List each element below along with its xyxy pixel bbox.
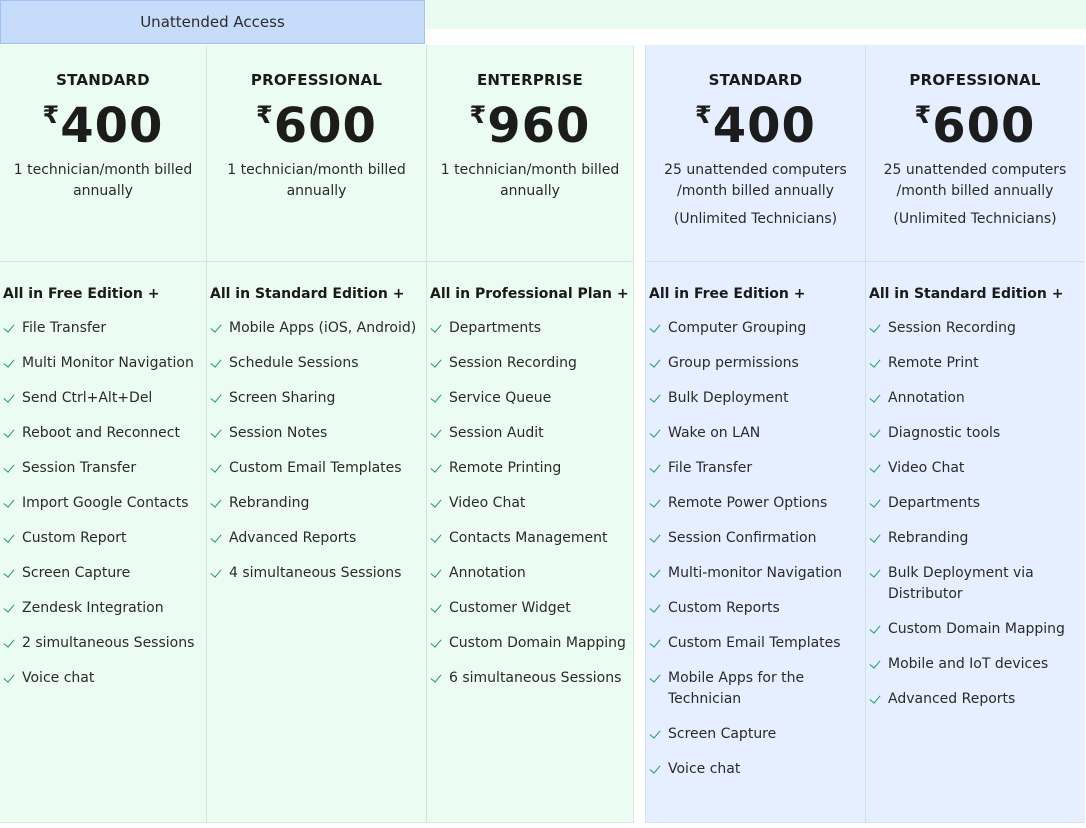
feature-item — [210, 388, 426, 409]
currency-symbol: ₹ — [256, 101, 273, 129]
features-heading: All in Standard Edition + — [210, 286, 405, 302]
feature-label: 4 simultaneous Sessions — [229, 565, 402, 581]
feature-item — [210, 423, 426, 444]
feature-label: Screen Capture — [668, 726, 777, 742]
billing-info: 1 technician/month billed annually — [13, 162, 193, 199]
price-amount: 600 — [273, 98, 377, 154]
feature-label: Advanced Reports — [229, 530, 357, 546]
feature-item — [3, 668, 206, 689]
feature-item — [869, 353, 1084, 374]
checkmark-icon — [430, 601, 441, 613]
plan-column-professional — [865, 45, 1084, 822]
plan-price — [646, 97, 865, 155]
checkmark-icon — [869, 426, 880, 438]
feature-label: Rebranding — [229, 495, 310, 511]
plan-column-professional — [206, 45, 426, 822]
checkmark-icon — [3, 531, 14, 543]
checkmark-icon — [210, 531, 221, 543]
plan-header — [207, 45, 426, 262]
currency-symbol: ₹ — [914, 101, 932, 129]
plan-note: (Unlimited Technicians) — [673, 211, 838, 227]
feature-item — [3, 598, 206, 619]
price-amount: 400 — [712, 98, 816, 154]
feature-label: Contacts Management — [449, 530, 608, 546]
feature-label: Zendesk Integration — [22, 600, 164, 616]
checkmark-icon — [3, 426, 14, 438]
feature-label: 6 simultaneous Sessions — [449, 670, 622, 686]
plan-name: ENTERPRISE — [476, 71, 583, 89]
checkmark-icon — [869, 356, 880, 368]
checkmark-icon — [649, 671, 660, 683]
feature-label: Multi Monitor Navigation — [22, 355, 194, 371]
feature-item — [649, 423, 865, 444]
checkmark-icon — [430, 321, 441, 333]
feature-item — [430, 423, 633, 444]
checkmark-icon — [649, 531, 660, 543]
remote-support-plans — [0, 45, 634, 823]
feature-item — [3, 423, 206, 444]
checkmark-icon — [649, 601, 660, 613]
plan-note: (Unlimited Technicians) — [893, 211, 1057, 227]
checkmark-icon — [3, 391, 14, 403]
checkmark-icon — [869, 657, 880, 669]
checkmark-icon — [869, 566, 880, 578]
feature-item — [649, 458, 865, 479]
feature-item — [869, 619, 1084, 640]
feature-item — [869, 654, 1084, 675]
checkmark-icon — [210, 566, 221, 578]
plan-price — [207, 97, 426, 155]
feature-label: Session Notes — [229, 425, 328, 441]
plan-header — [427, 45, 633, 262]
plan-column-enterprise — [426, 45, 633, 822]
checkmark-icon — [3, 461, 14, 473]
feature-list — [0, 262, 206, 689]
features-heading: All in Free Edition + — [649, 286, 806, 302]
features-heading: All in Standard Edition + — [869, 286, 1064, 302]
feature-item — [3, 633, 206, 654]
feature-label: Departments — [888, 495, 981, 511]
feature-label: Annotation — [888, 390, 965, 406]
feature-item — [3, 388, 206, 409]
checkmark-icon — [430, 461, 441, 473]
feature-list — [866, 262, 1084, 710]
feature-label: Bulk Deployment — [668, 390, 789, 406]
currency-symbol: ₹ — [42, 101, 60, 129]
feature-label: Departments — [449, 320, 542, 336]
feature-item — [3, 458, 206, 479]
feature-label: Customer Widget — [449, 600, 571, 616]
billing-info: 25 unattended computers /month billed annually — [664, 162, 847, 199]
checkmark-icon — [869, 622, 880, 634]
checkmark-icon — [210, 426, 221, 438]
header-strip — [426, 0, 1086, 29]
feature-label: Schedule Sessions — [229, 355, 359, 371]
feature-label: Rebranding — [888, 530, 969, 546]
feature-label: Custom Report — [22, 530, 127, 546]
feature-label: Session Recording — [449, 355, 577, 371]
checkmark-icon — [869, 391, 880, 403]
checkmark-icon — [430, 426, 441, 438]
unattended-access-plans — [645, 45, 1085, 823]
feature-label: Import Google Contacts — [22, 495, 189, 511]
tab-label: Unattended Access — [140, 13, 285, 31]
feature-item — [649, 598, 865, 619]
checkmark-icon — [3, 321, 14, 333]
plan-name: PROFESSIONAL — [250, 71, 383, 89]
checkmark-icon — [869, 321, 880, 333]
feature-label: Custom Email Templates — [668, 635, 841, 651]
feature-label: Voice chat — [22, 670, 95, 686]
feature-label: Screen Capture — [22, 565, 131, 581]
checkmark-icon — [869, 461, 880, 473]
checkmark-icon — [3, 636, 14, 648]
feature-label: Video Chat — [449, 495, 526, 511]
checkmark-icon — [649, 566, 660, 578]
feature-label: Session Audit — [449, 425, 544, 441]
feature-label: Computer Grouping — [668, 320, 807, 336]
feature-label: Advanced Reports — [888, 691, 1016, 707]
feature-label: Diagnostic tools — [888, 425, 1001, 441]
feature-item — [430, 493, 633, 514]
checkmark-icon — [3, 671, 14, 683]
feature-item — [3, 563, 206, 584]
feature-label: Remote Printing — [449, 460, 562, 476]
feature-label: Custom Domain Mapping — [888, 621, 1065, 637]
checkmark-icon — [649, 496, 660, 508]
feature-item — [649, 493, 865, 514]
feature-item — [649, 388, 865, 409]
feature-item — [649, 318, 865, 339]
feature-item — [430, 353, 633, 374]
checkmark-icon — [430, 531, 441, 543]
checkmark-icon — [210, 461, 221, 473]
feature-label: Screen Sharing — [229, 390, 336, 406]
checkmark-icon — [649, 426, 660, 438]
checkmark-icon — [430, 636, 441, 648]
feature-item — [210, 458, 426, 479]
checkmark-icon — [210, 321, 221, 333]
feature-label: Session Recording — [888, 320, 1016, 336]
checkmark-icon — [649, 391, 660, 403]
checkmark-icon — [210, 496, 221, 508]
feature-label: Custom Email Templates — [229, 460, 402, 476]
feature-label: Reboot and Reconnect — [22, 425, 180, 441]
feature-item — [430, 528, 633, 549]
feature-label: Mobile Apps (iOS, Android) — [229, 320, 417, 336]
billing-info: 1 technician/month billed annually — [227, 162, 406, 199]
feature-label: Wake on LAN — [668, 425, 761, 441]
feature-item — [649, 563, 865, 584]
feature-item — [649, 724, 865, 745]
plan-column-standard — [0, 45, 206, 822]
feature-item — [3, 318, 206, 339]
feature-item — [649, 668, 865, 710]
checkmark-icon — [649, 636, 660, 648]
feature-list — [646, 262, 865, 780]
currency-symbol: ₹ — [695, 101, 712, 129]
feature-label: 2 simultaneous Sessions — [22, 635, 195, 651]
plan-column-standard — [646, 45, 865, 822]
feature-label: File Transfer — [22, 320, 107, 336]
plan-name: STANDARD — [708, 71, 803, 89]
plan-header — [646, 45, 865, 262]
feature-item — [430, 668, 633, 689]
plan-price — [866, 97, 1084, 155]
currency-symbol: ₹ — [469, 101, 487, 129]
checkmark-icon — [649, 461, 660, 473]
feature-label: Multi-monitor Navigation — [668, 565, 843, 581]
feature-label: Mobile and IoT devices — [888, 656, 1049, 672]
billing-info: 1 technician/month billed annually — [440, 162, 620, 199]
feature-label: Voice chat — [668, 761, 741, 777]
checkmark-icon — [649, 727, 660, 739]
feature-item — [869, 458, 1084, 479]
feature-label: Remote Power Options — [668, 495, 828, 511]
feature-label: Session Transfer — [22, 460, 137, 476]
feature-label: Group permissions — [668, 355, 799, 371]
feature-item — [869, 318, 1084, 339]
feature-label: Send Ctrl+Alt+Del — [22, 390, 153, 406]
feature-item — [649, 759, 865, 780]
feature-item — [210, 528, 426, 549]
feature-item — [869, 528, 1084, 549]
checkmark-icon — [3, 356, 14, 368]
feature-label: Bulk Deployment via Distributor — [888, 565, 1034, 602]
feature-list — [207, 262, 426, 584]
feature-item — [869, 689, 1084, 710]
plan-name: STANDARD — [56, 71, 150, 89]
plan-price — [0, 97, 206, 155]
feature-item — [430, 598, 633, 619]
checkmark-icon — [869, 692, 880, 704]
feature-item — [649, 633, 865, 654]
feature-list — [427, 262, 633, 689]
feature-item — [869, 388, 1084, 409]
feature-label: File Transfer — [668, 460, 753, 476]
plan-name: PROFESSIONAL — [909, 71, 1041, 89]
features-heading: All in Professional Plan + — [430, 286, 629, 302]
features-heading: All in Free Edition + — [3, 286, 160, 302]
checkmark-icon — [210, 356, 221, 368]
checkmark-icon — [869, 496, 880, 508]
feature-item — [210, 493, 426, 514]
feature-item — [430, 563, 633, 584]
checkmark-icon — [3, 601, 14, 613]
billing-info: 25 unattended computers /month billed annually — [883, 162, 1067, 199]
feature-item — [649, 528, 865, 549]
checkmark-icon — [3, 496, 14, 508]
feature-item — [210, 318, 426, 339]
feature-label: Service Queue — [449, 390, 552, 406]
checkmark-icon — [210, 391, 221, 403]
checkmark-icon — [430, 566, 441, 578]
feature-item — [869, 493, 1084, 514]
checkmark-icon — [649, 762, 660, 774]
checkmark-icon — [649, 321, 660, 333]
feature-item — [210, 563, 426, 584]
feature-label: Annotation — [449, 565, 526, 581]
checkmark-icon — [430, 356, 441, 368]
price-amount: 960 — [487, 98, 591, 154]
feature-label: Custom Domain Mapping — [449, 635, 626, 651]
checkmark-icon — [430, 391, 441, 403]
checkmark-icon — [430, 671, 441, 683]
feature-item — [210, 353, 426, 374]
checkmark-icon — [430, 496, 441, 508]
feature-item — [430, 388, 633, 409]
feature-item — [3, 353, 206, 374]
checkmark-icon — [3, 566, 14, 578]
plan-header — [866, 45, 1084, 262]
feature-item — [430, 633, 633, 654]
feature-item — [869, 563, 1084, 605]
plan-header — [0, 45, 206, 262]
feature-label: Video Chat — [888, 460, 965, 476]
price-amount: 400 — [60, 98, 164, 154]
feature-item — [3, 493, 206, 514]
feature-label: Session Confirmation — [668, 530, 817, 546]
plan-price — [427, 97, 633, 155]
checkmark-icon — [649, 356, 660, 368]
feature-item — [649, 353, 865, 374]
feature-item — [430, 458, 633, 479]
feature-label: Mobile Apps for the Technician — [668, 670, 805, 707]
feature-item — [430, 318, 633, 339]
feature-label: Custom Reports — [668, 600, 780, 616]
price-amount: 600 — [932, 98, 1036, 154]
tab-unattended-access[interactable] — [0, 0, 425, 44]
feature-item — [869, 423, 1084, 444]
feature-label: Remote Print — [888, 355, 979, 371]
feature-item — [3, 528, 206, 549]
checkmark-icon — [869, 531, 880, 543]
